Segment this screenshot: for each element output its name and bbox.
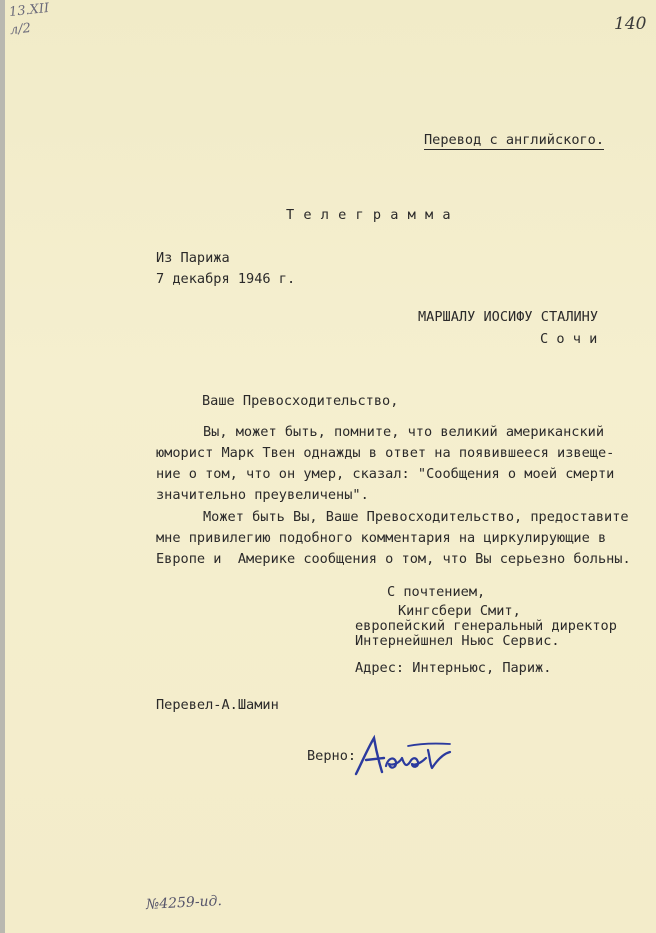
body-line: Вы, может быть, помните, что великий американский xyxy=(203,424,605,440)
closing-regards: С почтением, xyxy=(387,584,486,600)
signer-name: Кингсбери Смит, xyxy=(398,603,521,619)
translator-line: Перевел-А.Шамин xyxy=(156,697,279,713)
document-title: Т е л е г р а м м а xyxy=(286,207,451,223)
signer-title: европейский генеральный директор xyxy=(355,618,617,634)
signer-organization: Интернейшнел Ньюс Сервис. xyxy=(355,633,560,649)
origin-place: Из Парижа xyxy=(156,250,230,266)
body-line: Может быть Вы, Ваше Превосходительство, предоставите xyxy=(203,509,629,525)
addressee-city: С о ч и xyxy=(540,331,598,347)
translation-note xyxy=(424,134,604,148)
origin-date: 7 декабря 1946 г. xyxy=(156,271,296,287)
body-line: ние о том, что он умер, сказал: "Сообщения о моей смерти xyxy=(156,466,615,482)
page-edge xyxy=(0,0,5,933)
corner-mark-date: 13.XII xyxy=(8,0,50,21)
body-line: мне привилегию подобного комментария на циркулирующие в xyxy=(156,530,607,546)
salutation: Ваше Превосходительство, xyxy=(202,393,399,409)
signature xyxy=(346,732,456,782)
page-number: 140 xyxy=(614,14,647,34)
translation-note-text: Перевод с английского. xyxy=(424,132,605,148)
corner-mark-sheet: л/2 xyxy=(9,20,32,39)
body-line: Европе и Америке сообщения о том, что Вы серьезно больны. xyxy=(156,551,631,567)
addressee-name: МАРШАЛУ ИОСИФУ СТАЛИНУ xyxy=(418,309,599,325)
closing-address: Адрес: Интерньюс, Париж. xyxy=(355,660,552,676)
certification-label: Верно: xyxy=(307,748,357,764)
body-line: юморист Марк Твен однажды в ответ на появившееся извеще- xyxy=(156,445,615,461)
body-line: значительно преувеличены". xyxy=(156,487,369,503)
handwritten-reference-note: №4259-ид. xyxy=(145,893,223,913)
